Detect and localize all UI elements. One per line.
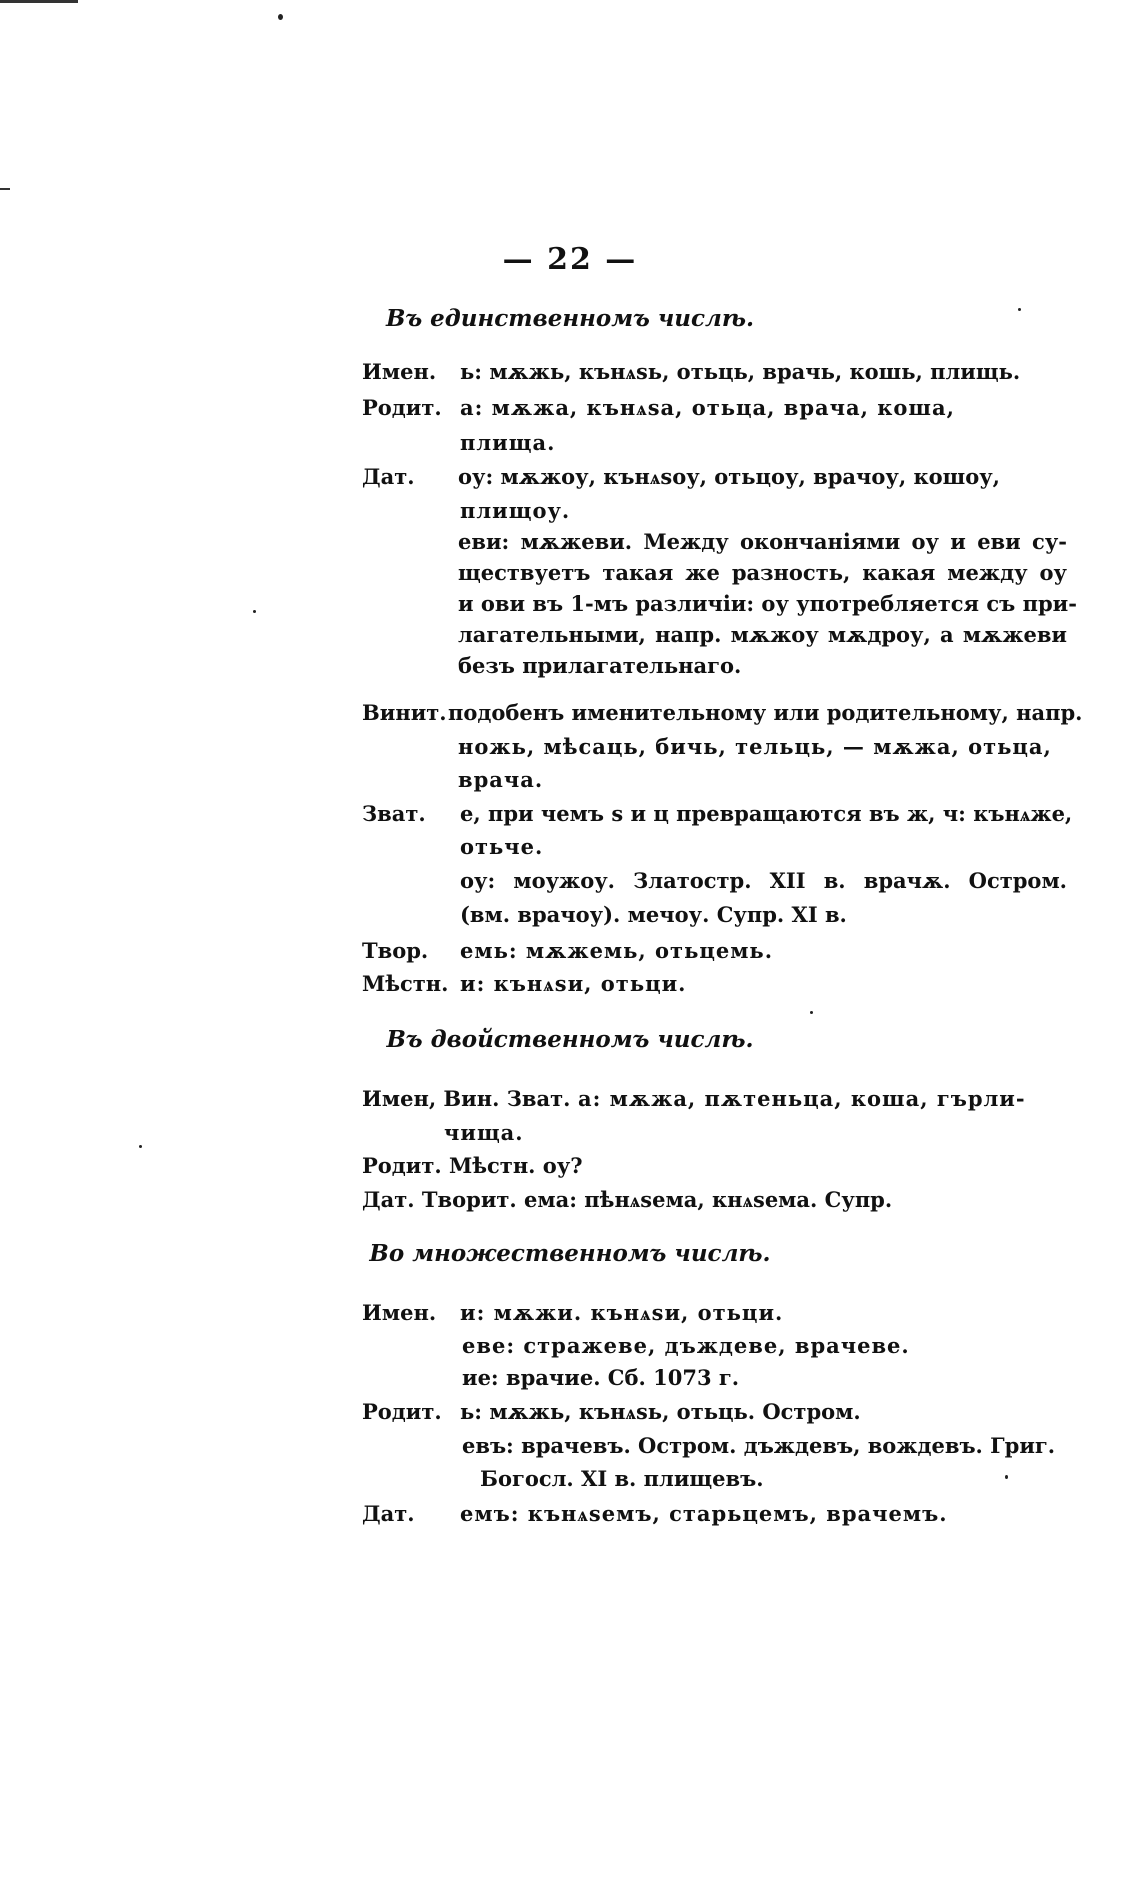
plural-imen-eve: еве: стражеве, дъждеве, врачеве. bbox=[462, 1333, 910, 1358]
scan-speck bbox=[810, 1011, 813, 1014]
heading-dual: Въ двойственномъ числѣ. bbox=[386, 1026, 754, 1053]
case-text: емъ: кънѧѕемъ, старьцемъ, врачемъ. bbox=[460, 1501, 948, 1526]
scan-speck bbox=[278, 14, 283, 20]
singular-vinit-cont1: ножь, мѣсаць, бичь, тельць, — мѫжа, отьца, bbox=[458, 734, 1052, 759]
scan-edge-top bbox=[0, 0, 78, 3]
paragraph-line: оу: моужоу. Златостр. XII в. врачѫ. Остром. bbox=[460, 868, 1067, 893]
scan-speck bbox=[253, 610, 256, 613]
case-text: Дат. Творит. ема: пѣнѧѕема, кнѧѕема. Супр. bbox=[362, 1187, 893, 1212]
singular-vinit-cont2: врача. bbox=[458, 767, 544, 792]
case-label: Имен. bbox=[362, 359, 437, 384]
paragraph-line: безъ прилагательнаго. bbox=[458, 653, 742, 678]
case-text: е, при чемъ ѕ и ц превращаются въ ж, ч: кънѧже, bbox=[460, 801, 1073, 826]
scan-edge-left bbox=[0, 188, 10, 190]
case-text: подобенъ именительному или родительному, напр. bbox=[448, 700, 1083, 725]
case-label: Твор. bbox=[362, 938, 429, 963]
case-label: Мѣстн. bbox=[362, 971, 449, 996]
dual-imen-cont: чища. bbox=[444, 1120, 524, 1145]
case-text: а: мѫжа, кънѧѕа, отьца, врача, коша, bbox=[460, 395, 955, 420]
singular-zvat-ou-paragraph bbox=[460, 864, 1067, 932]
singular-rodit-cont: плища. bbox=[460, 430, 556, 455]
case-text: и: кънѧѕи, отьци. bbox=[460, 971, 687, 996]
case-label: Имен. bbox=[362, 1300, 437, 1325]
case-label: Родит. bbox=[362, 395, 442, 420]
paragraph-line: ществуетъ такая же разность, какая между оу bbox=[458, 560, 1067, 585]
plural-imen-ie: ие: врачие. Сб. 1073 г. bbox=[462, 1365, 740, 1390]
plural-rodit-ev-cont: Богосл. XI в. плищевъ. bbox=[480, 1466, 764, 1491]
heading-singular: Въ единственномъ числѣ. bbox=[386, 305, 754, 332]
case-text: оу: мѫжоу, кънѧѕоу, отьцоу, врачоу, кошоу, bbox=[458, 464, 1000, 489]
scan-speck bbox=[139, 1145, 142, 1148]
case-label: Дат. bbox=[362, 1501, 415, 1526]
plural-rodit-ev: евъ: врачевъ. Остром. дъждевъ, вождевъ. Григ. bbox=[462, 1433, 1056, 1458]
paragraph-line: еви: мѫжеви. Между окончанiями оу и еви су- bbox=[458, 529, 1067, 554]
heading-plural: Во множественномъ числѣ. bbox=[369, 1240, 771, 1267]
paragraph-line: и ови въ 1-мъ различiи: оу употребляется съ при- bbox=[458, 591, 1077, 616]
case-text: и: мѫжи. кънѧѕи, отьци. bbox=[460, 1300, 784, 1325]
case-text: ь: мѫжь, кънѧѕь, отьць. Остром. bbox=[460, 1399, 861, 1424]
singular-dat-evi-paragraph bbox=[458, 526, 1077, 681]
case-text: а: мѫжа, пѫтеньца, коша, гърли- bbox=[578, 1086, 1026, 1111]
paragraph-line: (вм. врачоу). мечоу. Супр. XI в. bbox=[460, 902, 847, 927]
paragraph-line: лагательными, напр. мѫжоу мѫдроу, а мѫжеви bbox=[458, 622, 1067, 647]
case-label: Дат. bbox=[362, 464, 415, 489]
singular-zvat-cont: отьче. bbox=[460, 834, 544, 859]
case-text: Родит. Мѣстн. оу? bbox=[362, 1153, 583, 1178]
case-label: Родит. bbox=[362, 1399, 442, 1424]
scan-speck bbox=[1005, 1475, 1008, 1479]
case-label: Винит. bbox=[362, 700, 447, 725]
case-label: Имен, Вин. Зват. bbox=[362, 1086, 571, 1111]
case-text: ь: мѫжь, кънѧѕь, отьць, врачь, кошь, плищь. bbox=[460, 359, 1021, 384]
scan-speck bbox=[1018, 308, 1021, 311]
singular-dat-cont: плищоу. bbox=[460, 498, 571, 523]
case-text: емь: мѫжемь, отьцемь. bbox=[460, 938, 774, 963]
page-number: — 22 — bbox=[502, 242, 638, 277]
case-label: Зват. bbox=[362, 801, 426, 826]
